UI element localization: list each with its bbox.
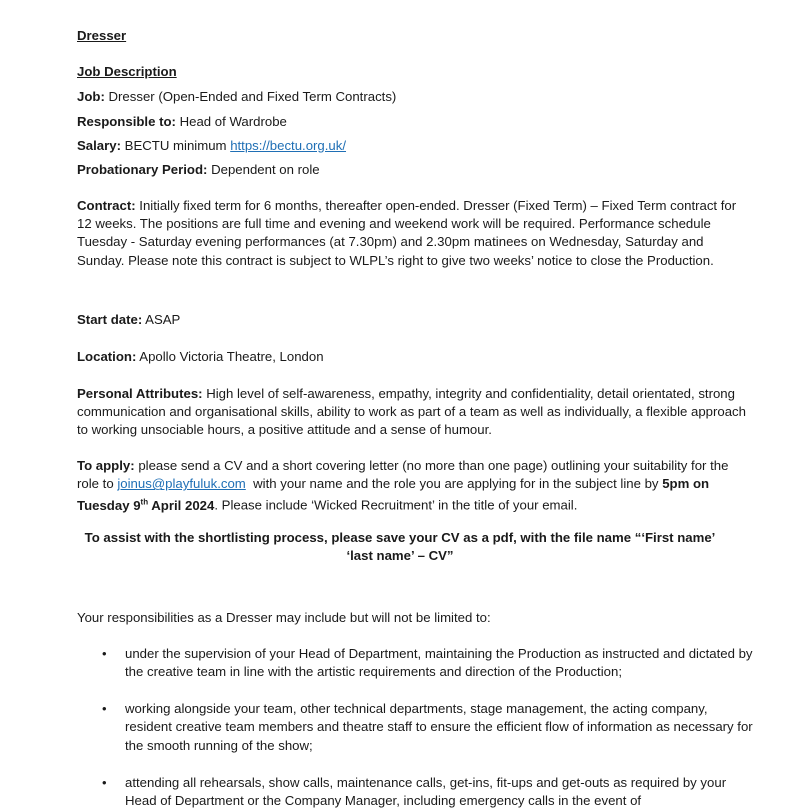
- apply-text-2: with your name and the role you are applying for in the subject line by: [253, 476, 659, 492]
- responsibilities-intro: Your responsibilities as a Dresser may include but will not be limited to:: [77, 610, 491, 625]
- field-label: Location:: [77, 349, 137, 364]
- field-label: Salary:: [77, 138, 121, 153]
- field-value: Dresser (Open-Ended and Fixed Term Contracts): [108, 89, 397, 104]
- field-value: Initially fixed term for 6 months, thereafter open-ended. Dresser (Fixed Term) – Fixed Term contract for 12 weeks. The positions are full time and evening and weekend work will be required. Performance schedule Tuesday - Saturday evening performances (at 7.30pm) and 2.30pm matinees on Wednesday, Saturday and Sunday. Please note this contract is subject to WLPL’s right to give two weeks’ notice to close the Production.: [77, 198, 737, 268]
- deadline-date: 5pm on Tuesday 9: [77, 476, 710, 513]
- field-responsible: [77, 113, 287, 131]
- field-value: ASAP: [145, 312, 181, 327]
- bullet-icon: •: [102, 701, 107, 716]
- field-label: Start date:: [77, 312, 143, 327]
- shortlisting-notice: To assist with the shortlisting process, please save your CV as a pdf, with the file name “‘First name’ ‘last name’ – CV”: [84, 530, 716, 564]
- field-job: [77, 88, 396, 106]
- field-value: Apollo Victoria Theatre, London: [139, 349, 324, 364]
- field-value: High level of self-awareness, empathy, integrity and confidentiality, detail orientated, strong communication and organisational skills, ability to work as part of a team as well as individually, a flexible approach to working unsociable hours, a positive attitude and a sense of humour.: [77, 386, 746, 438]
- section-heading: Job Description: [77, 64, 177, 79]
- document-title: Dresser: [77, 28, 127, 43]
- field-label: Job:: [77, 89, 105, 104]
- field-value: BECTU minimum: [124, 138, 227, 153]
- field-label: Contract:: [77, 198, 136, 213]
- apply-label: To apply:: [77, 458, 135, 473]
- email-link[interactable]: joinus@playfuluk.com: [117, 476, 246, 492]
- bullet-icon: •: [102, 775, 107, 790]
- field-value: Dependent on role: [211, 162, 320, 177]
- field-label: Responsible to:: [77, 114, 176, 129]
- field-value: Head of Wardrobe: [179, 114, 287, 129]
- bectu-link[interactable]: https://bectu.org.uk/: [230, 138, 347, 153]
- apply-text: please send a CV and a short covering letter (no more than one page) outlining your suitability for the role to: [77, 458, 729, 492]
- field-probation: [77, 161, 320, 179]
- deadline-month: April 2024: [151, 497, 215, 513]
- field-label: Personal Attributes:: [77, 386, 203, 401]
- deadline-ordinal: th: [140, 497, 149, 507]
- field-start-date: [77, 311, 180, 329]
- field-label: Probationary Period:: [77, 162, 208, 177]
- apply-text-3: . Please include ‘Wicked Recruitment’ in the title of your email.: [214, 497, 578, 513]
- list-item-text: working alongside your team, other technical departments, stage management, the acting company, resident creative team members and theatre staff to ensure the efficient flow of information as necessary for the smooth running of the show;: [125, 701, 753, 753]
- apply-paragraph: [77, 457, 747, 515]
- field-salary: [77, 137, 346, 155]
- field-location: [77, 348, 324, 366]
- list-item-text: attending all rehearsals, show calls, maintenance calls, get-ins, fit-ups and get-outs as required by your Head of Department or the Company Manager, including emergency calls in the event of: [125, 775, 727, 809]
- field-contract: [77, 197, 747, 270]
- bullet-icon: •: [102, 646, 107, 661]
- field-attributes: [77, 385, 747, 440]
- list-item-text: under the supervision of your Head of Department, maintaining the Production as instructed and dictated by the creative team in line with the artistic requirements and direction of the Production;: [125, 646, 753, 680]
